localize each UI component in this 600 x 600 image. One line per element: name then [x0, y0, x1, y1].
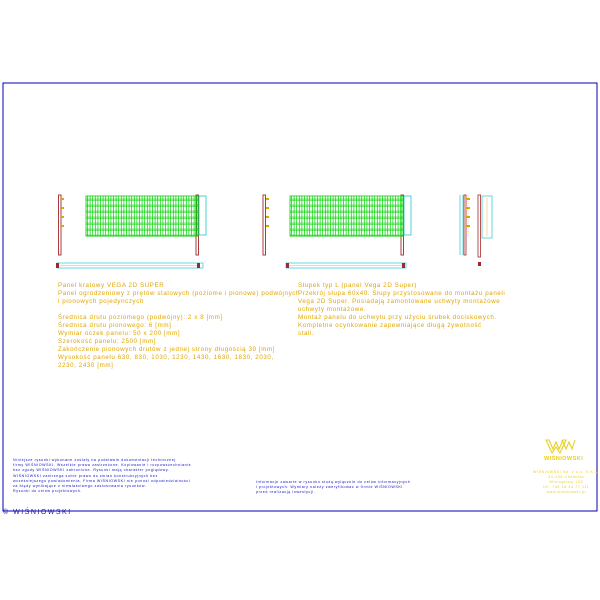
text-line: Wysokość panelu 630, 830, 1030, 1230, 1430, 1630, 1830, 2030, — [58, 354, 274, 361]
footer-note-left — [13, 458, 191, 494]
text-line: Wielogłowy 153 — [549, 480, 584, 484]
panel-front-view-left — [59, 195, 207, 255]
text-line: Wymiar oczek panelu: 50 x 200 [mm] — [58, 330, 181, 337]
text-line: uchwyty montażowe. — [298, 306, 367, 313]
text-line: 2230, 2430 [mm] — [58, 362, 114, 369]
side-view-end-post — [478, 195, 492, 266]
panel-description-left — [58, 282, 300, 370]
text-line: Niniejsze rysunki wykonane zostały na podstawie dokumentacji technicznej — [13, 458, 176, 462]
mesh-panel-left — [86, 196, 198, 236]
footer-note-middle — [256, 480, 410, 496]
text-line: Przekrój słupa 60x40. Słupy przystosowane do montażu paneli — [298, 290, 506, 297]
text-line: tel. +48 18 44 77 111 — [543, 485, 590, 489]
text-line: firmy WIŚNIOWSKI. Wszelkie prawa zastrzeżone. Kopiowanie i rozpowszechnianie — [13, 463, 192, 468]
text-line: za błędy wynikające z niewłaściwego zastosowania rysunków. — [13, 484, 147, 489]
text-line: Montaż panelu do uchwytu przy użyciu śrubek dociskowych. — [298, 314, 497, 321]
text-line: i pionowych pojedynczych — [58, 298, 144, 305]
text-line: WIŚNIOWSKI Sp. z o.o. S.K.A. — [533, 470, 600, 474]
text-line: wcześniejszego powiadomienia. Firma WIŚNIOWSKI nie ponosi odpowiedzialności — [13, 478, 191, 483]
end-post-outline-middle — [404, 196, 411, 235]
text-line: Kompletne ocynkowanie zapewniające długą żywotność — [298, 322, 482, 329]
text-line: Słupek typ L (panel Vega 2D Super) — [298, 282, 417, 289]
clamps-left — [61, 198, 64, 227]
text-line: Średnica drutu poziomego (podwójny): 2 x 8 [mm] — [58, 314, 223, 321]
wisniowski-logo — [546, 440, 575, 453]
text-line — [58, 306, 300, 314]
panel-front-view-middle — [263, 195, 411, 255]
logo-name: WIŚNIOWSKI — [544, 456, 584, 462]
post-middle-left — [263, 195, 266, 255]
text-line: 33-395 Chełmiec — [548, 475, 585, 479]
text-line: stali. — [298, 330, 315, 337]
text-line: Średnica drutu pionowego: 6 [mm] — [58, 322, 172, 329]
post-left — [59, 195, 62, 255]
text-line: Vega 2D Super. Posiadają zamontowane uchwyty montażowe — [298, 298, 501, 305]
text-line: Panel ogrodzeniowy z prętów stalowych (poziome i pionowe) podwójnych — [58, 290, 300, 297]
post-description-right — [298, 282, 505, 338]
text-line: Panel kratowy VEGA 2D SUPER — [58, 282, 165, 289]
mesh-panel-middle — [290, 196, 403, 236]
text-line: www.wisniowski.pl — [546, 490, 587, 494]
text-line: Zakończenie pionowych drutów z jednej strony długością 30 [mm] — [58, 346, 276, 353]
text-line: Szerokość panelu: 2500 [mm] — [58, 338, 157, 345]
text-line: przed realizacją inwestycji. — [256, 490, 316, 495]
side-view-post — [460, 195, 470, 255]
text-line: Informacje zawarte w rysunku służą wyłącznie do celów informacyjnych — [256, 480, 411, 484]
text-line: Rysunki do celów projektowych. — [13, 489, 82, 494]
plan-view-middle — [286, 263, 406, 268]
text-line: i projektowych. Wymiary należy zweryfikować w firmie WIŚNIOWSKI — [256, 485, 403, 490]
clamps-middle — [266, 198, 269, 227]
end-post-outline-left — [199, 196, 206, 235]
plan-view-left — [56, 263, 203, 268]
text-line: WIŚNIOWSKI zastrzega sobie prawo do zmian konstrukcyjnych bez — [13, 473, 158, 478]
logo-address — [533, 470, 600, 495]
text-line: bez zgody WIŚNIOWSKI zabronione. Rysunki mają charakter poglądowy. — [13, 468, 170, 473]
copyright-label: © WIŚNIOWSKI — [3, 509, 72, 516]
